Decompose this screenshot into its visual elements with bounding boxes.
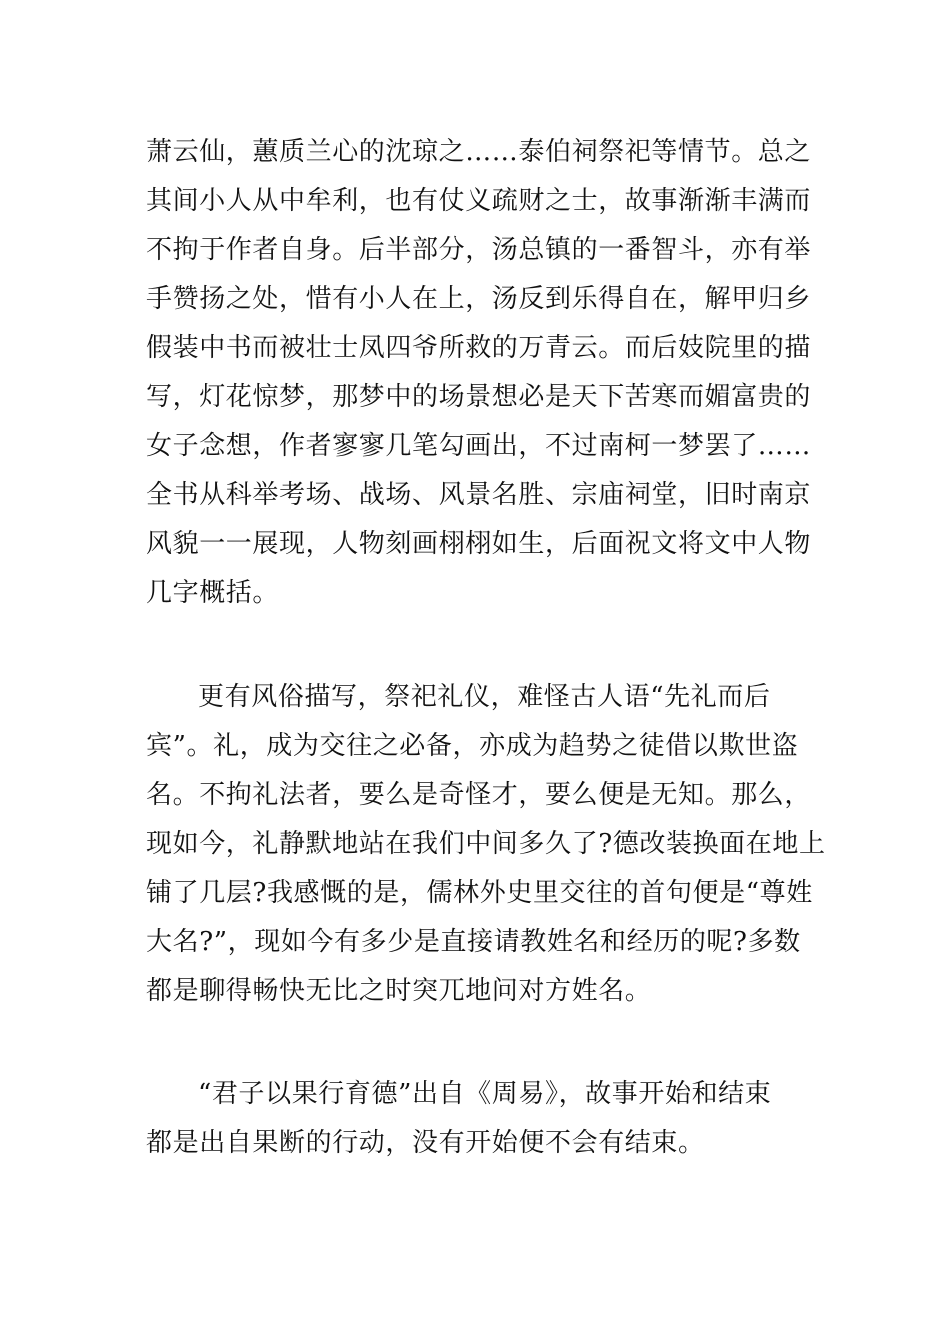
text-line: 铺了几层?我感慨的是，儒林外史里交往的首句便是“尊姓: [146, 878, 813, 908]
paragraph-2: [146, 673, 826, 1016]
text-line: 全书从科举考场、战场、风景名胜、宗庙祠堂，旧时南京: [146, 480, 812, 510]
text-line: 都是聊得畅快无比之时突兀地问对方姓名。: [146, 976, 652, 1006]
text-line: 其间小人从中牟利，也有仗义疏财之士，故事渐渐丰满而: [146, 186, 812, 216]
text-line: 几字概括。: [146, 578, 280, 608]
text-line: 风貌一一展现，人物刻画栩栩如生，后面祝文将文中人物: [146, 529, 812, 559]
text-line: 女子念想，作者寥寥几笔勾画出，不过南柯一梦罢了……: [146, 431, 812, 461]
text-line: 不拘于作者自身。后半部分，汤总镇的一番智斗，亦有举: [146, 235, 812, 265]
text-line: 名。不拘礼法者，要么是奇怪才，要么便是无知。那么，: [146, 780, 812, 810]
text-line: 都是出自果断的行动，没有开始便不会有结束。: [146, 1128, 705, 1158]
text-line: 假装中书而被壮士凤四爷所救的万青云。而后妓院里的描: [146, 333, 812, 363]
text-line: 宾”。礼，成为交往之必备，亦成为趋势之徒借以欺世盗: [146, 731, 799, 761]
paragraph-1: [146, 128, 810, 618]
text-line: 更有风俗描写，祭祀礼仪，难怪古人语“先礼而后: [198, 682, 771, 712]
text-line: 萧云仙，蕙质兰心的沈琼之……泰伯祠祭祀等情节。总之: [146, 137, 812, 167]
text-line: 写，灯花惊梦，那梦中的场景想必是天下苦寒而媚富贵的: [146, 382, 812, 412]
text-line: 大名?”，现如今有多少是直接请教姓名和经历的呢?多数: [146, 927, 801, 957]
text-line: 手赞扬之处，惜有小人在上，汤反到乐得自在，解甲归乡: [146, 284, 812, 314]
paragraph-3: [146, 1070, 810, 1168]
text-line: “君子以果行育德”出自《周易》，故事开始和结束: [198, 1079, 772, 1109]
text-line: 现如今，礼静默地站在我们中间多久了?德改装换面在地上: [146, 829, 826, 859]
